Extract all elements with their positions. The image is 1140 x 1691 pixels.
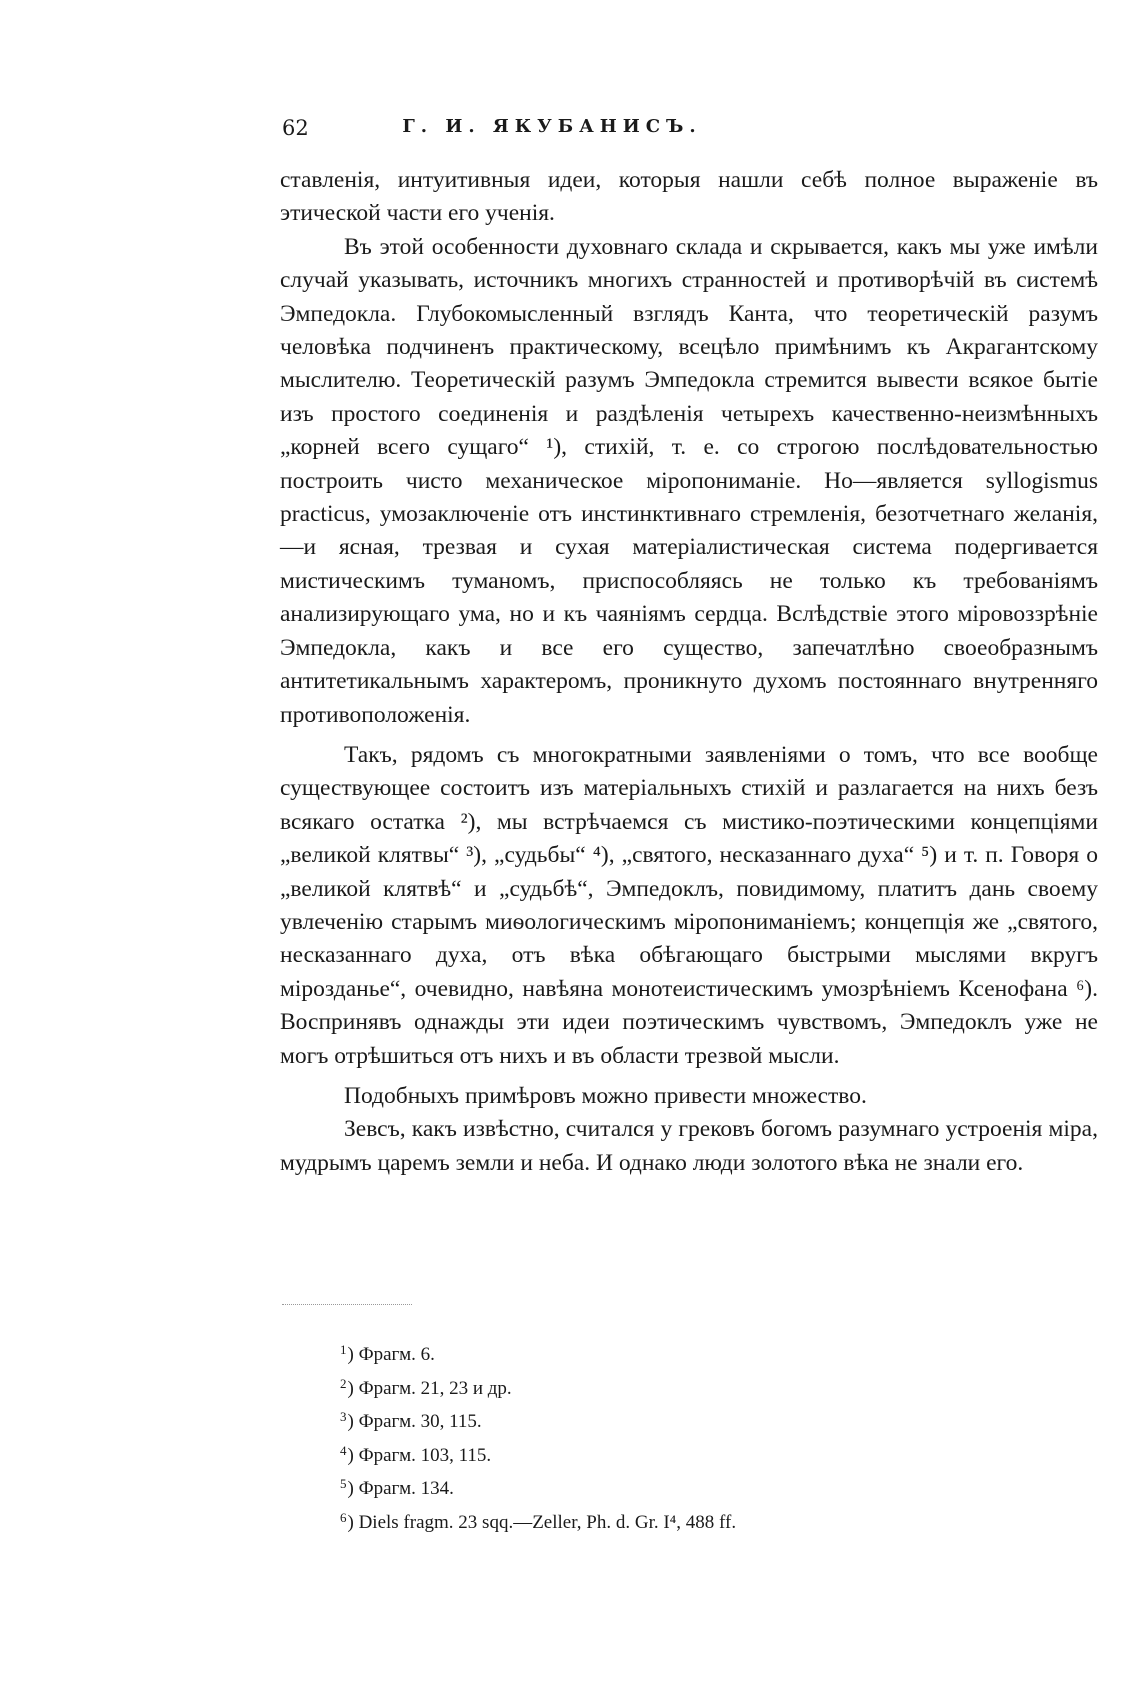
footnote-text: ) Diels fragm. 23 sqq.—Zeller, Ph. d. Gr. I⁴, 488 ff. bbox=[347, 1511, 737, 1533]
footnote-mark: 6 bbox=[340, 1509, 347, 1525]
footnote-mark: 2 bbox=[340, 1375, 347, 1391]
footnote bbox=[340, 1403, 1040, 1437]
footnote bbox=[340, 1370, 1040, 1404]
paragraph: Зевсъ, какъ извѣстно, считался у грековъ богомъ разумнаго устроенія міра, мудрымъ царемъ земли и неба. И однако люди золотого вѣка не знали его. bbox=[280, 1116, 1098, 1176]
page-header bbox=[282, 116, 822, 146]
paragraph: ставленія, интуитивныя идеи, которыя нашли себѣ полное выраженіе въ этической части его ученія. bbox=[280, 167, 1098, 227]
footnote-mark: 4 bbox=[340, 1442, 347, 1458]
footnotes bbox=[340, 1336, 1040, 1537]
footnote-text: ) Фрагм. 6. bbox=[347, 1344, 435, 1365]
footnote-divider bbox=[282, 1304, 412, 1305]
footnote-text: ) Фрагм. 103, 115. bbox=[347, 1444, 492, 1466]
footnote bbox=[340, 1470, 1040, 1504]
footnote-mark: 1 bbox=[340, 1342, 347, 1357]
footnote-text: ) Фрагм. 30, 115. bbox=[347, 1411, 482, 1432]
running-title: Г. И. ЯКУБАНИСЪ. bbox=[402, 116, 702, 137]
paragraph: Въ этой особенности духовнаго склада и скрывается, какъ мы уже имѣли случай указывать, источникъ многихъ странностей и противорѣчій въ системѣ Эмпедокла. Глубокомысленный взглядъ Канта, что теоретическій разумъ человѣка подчиненъ практическому, всецѣло примѣнимъ къ Акрагантскому мыслителю. Теоретическій разумъ Эмпедокла стремится вывести всякое бытіе изъ простого соединенія и раздѣленія четырехъ качественно-неизмѣнныхъ „корней всего сущаго“ ¹), стихій, т. е. со строгою послѣдовательностью построить чисто механическое міропониманіе. Но—является syllogismus practicus, умозаключеніе отъ инстинктивнаго стремленія, безотчетнаго желанія, —и ясная, трезвая и сухая матеріалистическая система подергивается мистическимъ туманомъ, приспособляясь не только къ требованіямъ анализирующаго ума, но и къ чаяніямъ сердца. Вслѣдствіе этого міровоззрѣніе Эмпедокла, какъ и все его существо, запечатлѣно своеобразнымъ антитетикальнымъ характеромъ, проникнуто духомъ постояннаго внутренняго противоположенія. bbox=[280, 233, 1098, 728]
footnote-text: ) Фрагм. 21, 23 и др. bbox=[347, 1377, 512, 1399]
footnote bbox=[340, 1336, 1040, 1370]
page-number: 62 bbox=[282, 116, 309, 140]
footnote bbox=[340, 1504, 1040, 1538]
footnote bbox=[340, 1437, 1040, 1471]
footnote-mark: 3 bbox=[340, 1409, 347, 1424]
paragraph: Подобныхъ примѣровъ можно привести множество. bbox=[344, 1082, 867, 1109]
footnote-text: ) Фрагм. 134. bbox=[347, 1478, 454, 1499]
paragraph: Такъ, рядомъ съ многократными заявленіями о томъ, что все вообще существующее состоитъ изъ матеріальныхъ стихій и разлагается на нихъ безъ всякаго остатка ²), мы встрѣчаемся съ мистико-поэтическими концепціями „великой клятвы“ ³), „судьбы“ ⁴), „святого, несказаннаго духа“ ⁵) и т. п. Говоря о „великой клятвѣ“ и „судьбѣ“, Эмпедоклъ, повидимому, платитъ дань своему увлеченію старымъ миѳологическимъ міропониманіемъ; концепція же „святого, несказаннаго духа, отъ вѣка обѣгающаго быстрыми мыслями вкругъ мірозданье“, очевидно, навѣяна монотеистическимъ умозрѣніемъ Ксенофана ⁶). Воспринявъ однажды эти идеи поэтическимъ чувствомъ, Эмпедоклъ уже не могъ отрѣшиться отъ нихъ и въ области трезвой мысли. bbox=[280, 741, 1098, 1069]
footnote-mark: 5 bbox=[340, 1476, 347, 1491]
main-text bbox=[280, 164, 1098, 1180]
